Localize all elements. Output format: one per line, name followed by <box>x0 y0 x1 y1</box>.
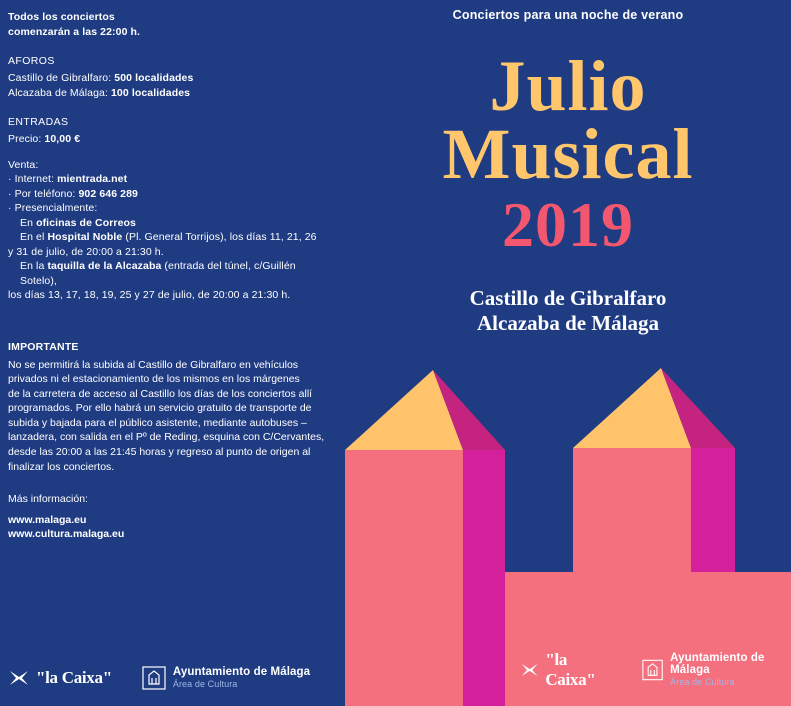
venta-internet-link[interactable]: mientrada.net <box>57 173 128 185</box>
footer-logos-right <box>520 650 791 690</box>
ayuntamiento-shield-icon <box>142 666 166 690</box>
start-note-line2: comenzarán a las 22:00 h. <box>8 25 141 38</box>
ayuntamiento-area-left: Área de Cultura <box>172 679 238 689</box>
website-cultura-link[interactable]: www.cultura.malaga.eu <box>8 528 125 541</box>
caixa-star-icon <box>8 668 30 688</box>
importante-heading: IMPORTANTE <box>8 340 79 353</box>
precio-value: 10,00 € <box>44 133 81 145</box>
venta-correos-pre: En <box>20 216 37 229</box>
aforo-alcazaba <box>8 86 331 101</box>
precio-row <box>8 132 331 147</box>
ayuntamiento-logo-left <box>142 666 310 690</box>
poster-venues <box>345 286 791 336</box>
importante-l8: finalizar los conciertos. <box>8 460 115 473</box>
venta-presencial: · Presencialmente: <box>8 202 98 214</box>
importante-l6: lanzadera, con salida en el Pº de Reding, esquina con C/Cervantes, <box>8 431 325 444</box>
start-note-line1: Todos los conciertos <box>8 11 115 23</box>
la-caixa-logo-right <box>520 650 612 690</box>
venta-correos-bold: oficinas de Correos <box>36 216 136 229</box>
ayuntamiento-area-right: Área de Cultura <box>670 677 735 687</box>
caixa-star-icon-right <box>520 660 539 680</box>
venta-taquilla-post: (entrada del túnel, c/Guillén Sotelo), <box>20 260 296 287</box>
poster-title-musical: Musical <box>442 114 694 194</box>
info-column <box>0 0 345 706</box>
precio-label: Precio: <box>8 133 45 145</box>
venta-taquilla <box>8 259 331 288</box>
importante-l4: programados. Por ello habrá un servicio gratuito de transporte de <box>8 402 312 415</box>
venta-telefono-label: · Por teléfono: <box>8 187 79 200</box>
importante-l5: subida y bajada para el público asistente, mediante autobuses – <box>8 416 307 429</box>
website-malaga-link[interactable]: www.malaga.eu <box>8 513 87 526</box>
poster-venue-1: Castillo de Gibralfaro <box>469 286 667 310</box>
poster-tagline: Conciertos para una noche de verano <box>452 8 684 22</box>
aforo-gibralfaro-value: 500 localidades <box>114 72 194 84</box>
venta-hospital <box>8 230 331 245</box>
aforos-heading: AFOROS <box>8 55 55 67</box>
venta-internet-label: · Internet: <box>8 173 58 185</box>
venta-telefono <box>8 187 331 202</box>
ayuntamiento-text-left <box>173 666 310 690</box>
spacer-2 <box>8 303 331 341</box>
poster-year: 2019 <box>502 189 634 260</box>
mas-informacion-label: Más información: <box>8 493 88 506</box>
venta-taquilla-pre: En la <box>20 260 48 272</box>
aforo-alcazaba-value: 100 localidades <box>110 86 191 99</box>
aforo-alcazaba-label: Alcazaba de Málaga: <box>8 86 111 99</box>
ayuntamiento-logo-right <box>642 652 791 688</box>
venta-hospital-post: (Pl. General Torrijos), los días 11, 21, 26 <box>122 231 317 243</box>
venta-hospital-line2: y 31 de julio, de 20:00 a 21:30 h. <box>8 245 164 258</box>
importante-l1: No se permitirá la subida al Castillo de Gibralfaro en vehículos <box>8 358 299 371</box>
footer-logos-left <box>8 666 310 690</box>
ayuntamiento-name-left: Ayuntamiento de Málaga <box>172 666 311 678</box>
poster-column <box>345 0 791 706</box>
venta-taquilla-line2: los días 13, 17, 18, 19, 25 y 27 de julio, de 20:00 a 21:30 h. <box>8 289 291 301</box>
spacer-3 <box>8 474 331 492</box>
venta-taquilla-bold: taquilla de la Alcazaba <box>47 260 162 272</box>
poster-title-julio: Julio <box>489 46 647 126</box>
la-caixa-text: "la Caixa" <box>36 668 112 687</box>
ayuntamiento-shield-icon-right <box>642 658 663 682</box>
entradas-heading: ENTRADAS <box>8 116 69 128</box>
ayuntamiento-name-right: Ayuntamiento de Málaga <box>670 652 765 676</box>
venta-internet <box>8 172 331 187</box>
importante-l7: desde las 20:00 a las 21:45 horas y regreso al punto de origen al <box>8 446 311 459</box>
venta-hospital-bold: Hospital Noble <box>47 231 123 243</box>
importante-l2: privados ni el estacionamiento de los mismos en los márgenes <box>8 373 300 386</box>
importante-l3: de la carretera de acceso al Castillo los días de los conciertos allí <box>8 387 313 400</box>
poster-venue-2: Alcazaba de Málaga <box>477 311 659 335</box>
aforo-gibralfaro <box>8 71 331 86</box>
venta-hospital-pre: En el <box>20 231 48 243</box>
venta-heading: Venta: <box>8 158 39 171</box>
aforo-gibralfaro-label: Castillo de Gibralfaro: <box>8 72 115 84</box>
spacer-1 <box>8 147 331 158</box>
venta-correos <box>8 216 331 231</box>
la-caixa-text-right: "la Caixa" <box>545 650 596 689</box>
ayuntamiento-text-right <box>670 652 791 688</box>
la-caixa-logo <box>8 668 112 688</box>
poster-title <box>345 46 791 260</box>
venta-telefono-value: 902 646 289 <box>78 187 138 200</box>
